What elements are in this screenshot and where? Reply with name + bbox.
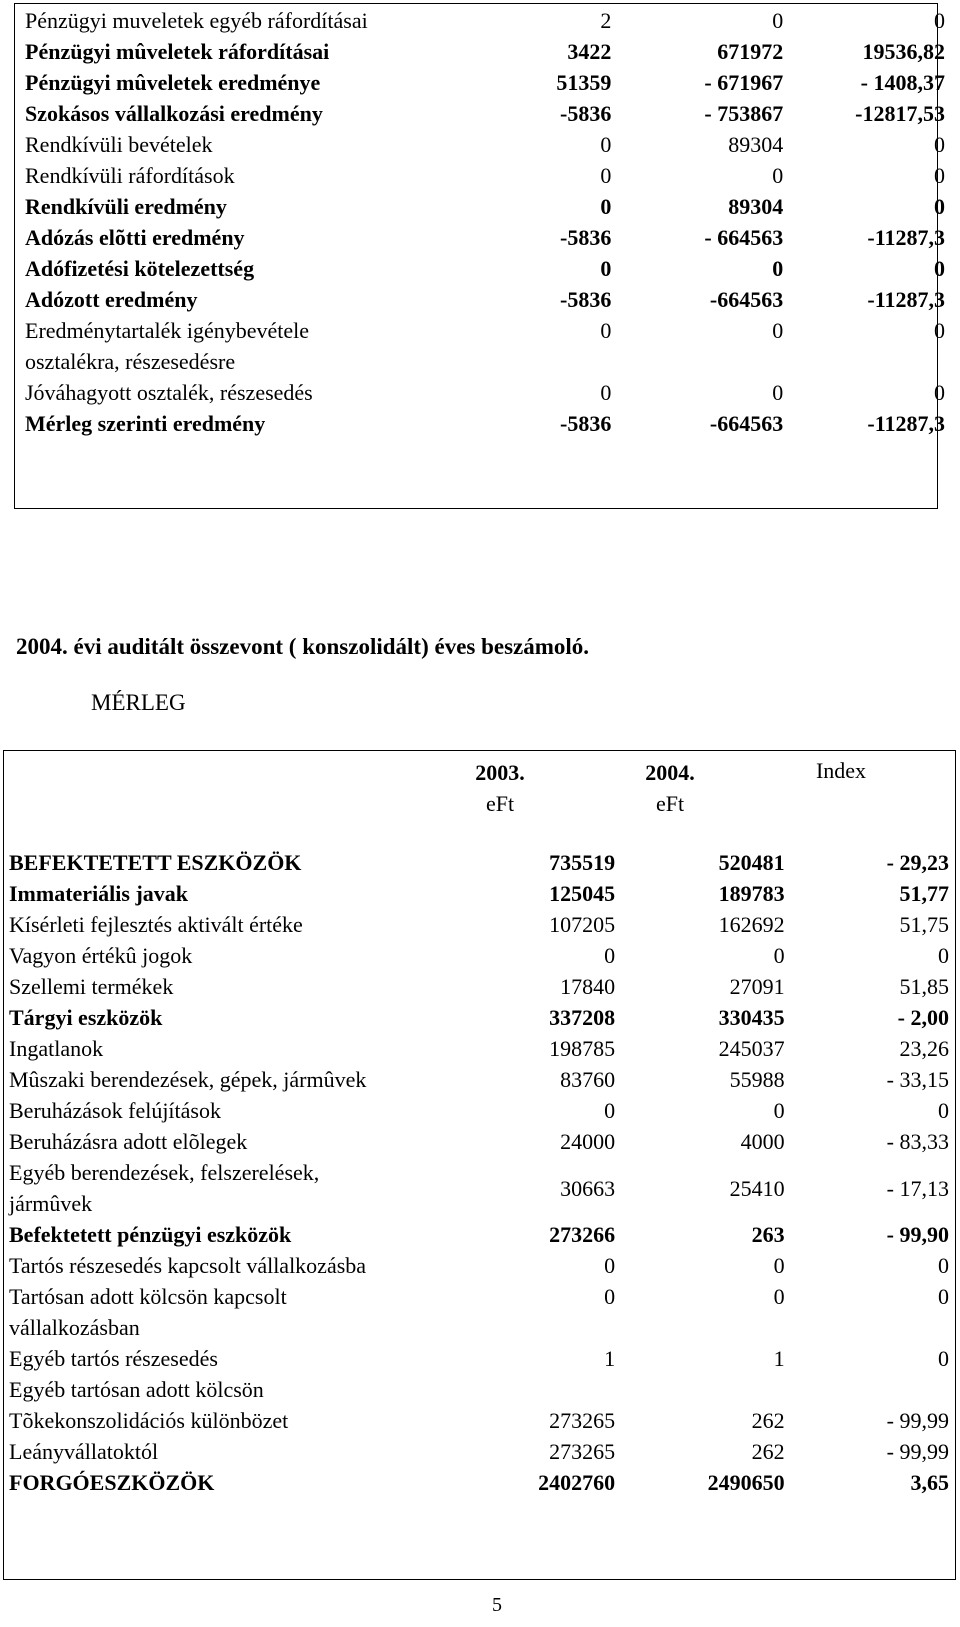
income-statement-table [25,5,945,439]
table-row [9,847,949,878]
table-row [25,129,945,160]
row-label: FORGÓESZKÖZÖK [9,1470,215,1495]
value-cell: 0 [772,256,784,281]
table-row [9,1250,949,1281]
table-row [9,1405,949,1436]
value-cell: 0 [934,256,945,281]
value-cell: - 671967 [704,70,784,95]
value-cell: 0 [600,318,612,343]
row-label: Adófizetési kötelezettség [25,256,255,281]
table-row [25,222,945,253]
column-header-index: Index [815,758,867,783]
row-label: Pénzügyi mûveletek eredménye [25,70,321,95]
value-cell: -5836 [560,225,612,250]
value-cell: - 17,13 [886,1175,949,1201]
value-cell: -11287,3 [867,225,945,250]
value-cell: 189783 [718,881,785,906]
value-cell: 2 [600,8,612,33]
value-cell: 0 [772,163,784,188]
value-cell: 0 [600,256,612,281]
table-row [9,1002,949,1033]
value-cell: 4000 [740,1129,785,1154]
value-cell: 107205 [549,912,616,937]
value-cell: - 33,15 [886,1067,949,1092]
table-row [9,1095,949,1126]
value-cell: 0 [934,8,945,33]
row-label: Eredménytartalék igénybevétele osztalékra, részesedésre [25,318,310,374]
row-label: Vagyon értékû jogok [9,943,193,968]
value-cell: 671972 [717,39,784,64]
value-cell: 125045 [549,881,616,906]
table-row [25,36,945,67]
table-row [25,377,945,408]
column-year: 2004. [645,760,695,785]
table-row [9,1157,949,1219]
value-cell: 27091 [729,974,785,999]
value-cell: 2402760 [538,1470,616,1495]
value-cell: -5836 [560,287,612,312]
table-row [9,971,949,1002]
value-cell: 3,65 [910,1470,949,1495]
value-cell: 23,26 [899,1036,949,1061]
row-label: Mûszaki berendezések, gépek, jármûvek [9,1067,367,1092]
column-unit: eFt [655,791,685,816]
value-cell: 24000 [560,1129,616,1154]
balance-sheet-title: MÉRLEG [91,690,186,715]
value-cell: 51,85 [899,974,949,999]
value-cell: 735519 [549,850,616,875]
value-cell: 0 [938,1346,949,1371]
value-cell: 25410 [729,1175,785,1201]
row-label: Rendkívüli ráfordítások [25,163,235,188]
value-cell: 0 [938,1253,949,1278]
column-unit: eFt [485,791,515,816]
row-label: Pénzügyi muveletek egyéb ráfordításai [25,8,368,33]
value-cell: - 29,23 [886,850,949,875]
value-cell: 0 [604,1284,616,1309]
value-cell: 0 [934,380,945,405]
value-cell: 89304 [728,194,784,219]
table-row [25,284,945,315]
value-cell: - 99,99 [886,1408,949,1433]
value-cell: 0 [600,380,612,405]
row-label: Adózott eredmény [25,287,198,312]
value-cell: 89304 [728,132,784,157]
value-cell: 0 [600,163,612,188]
value-cell: - 664563 [704,225,784,250]
value-cell: 1 [604,1346,616,1371]
table-row [25,160,945,191]
value-cell: 0 [773,1098,785,1123]
row-label: Egyéb tartósan adott kölcsön [9,1377,264,1402]
value-cell: -664563 [709,287,784,312]
value-cell [785,1374,949,1405]
value-cell: -5836 [560,101,612,126]
row-label: Ingatlanok [9,1036,104,1061]
value-cell: 0 [773,1253,785,1278]
table-row [25,253,945,284]
table-row [9,1064,949,1095]
value-cell: 330435 [718,1005,785,1030]
row-label: Mérleg szerinti eredmény [25,411,266,436]
row-label: Egyéb tartós részesedés [9,1346,218,1371]
row-label: Beruházásra adott elõlegek [9,1129,248,1154]
row-label: Befektetett pénzügyi eszközök [9,1222,292,1247]
value-cell: 198785 [549,1036,616,1061]
table-row [9,1467,949,1498]
value-cell: 3422 [567,39,612,64]
row-label: Tõkekonszolidációs különbözet [9,1408,289,1433]
page-number: 5 [492,1594,502,1616]
value-cell: 273265 [549,1408,616,1433]
value-cell: - 1408,37 [860,70,945,95]
value-cell: 19536,82 [862,39,945,64]
value-cell: 0 [934,163,945,188]
value-cell: 0 [604,1098,616,1123]
value-cell: 0 [938,1284,949,1309]
row-label: Leányvállatoktól [9,1439,159,1464]
row-label: Szellemi termékek [9,974,174,999]
value-cell: 1 [773,1346,785,1371]
value-cell: 83760 [560,1067,616,1092]
row-label: Pénzügyi mûveletek ráfordításai [25,39,330,64]
value-cell: 245037 [718,1036,785,1061]
column-header-2004 [640,757,700,819]
column-header-2003 [470,757,530,819]
value-cell [440,1374,615,1405]
row-label: Beruházások felújítások [9,1098,221,1123]
value-cell: 262 [751,1408,785,1433]
table-row [25,191,945,222]
table-row [9,1343,949,1374]
value-cell: 0 [604,1253,616,1278]
value-cell: -664563 [709,411,784,436]
value-cell: 0 [934,194,945,219]
table-row [9,878,949,909]
value-cell: -5836 [560,411,612,436]
value-cell: 273265 [549,1439,616,1464]
value-cell: - 83,33 [886,1129,949,1154]
value-cell: 263 [751,1222,785,1247]
value-cell: 0 [934,318,945,343]
value-cell: 273266 [549,1222,616,1247]
row-label: Tartósan adott kölcsön kapcsolt vállalkozásban [9,1284,287,1340]
row-label: Immateriális javak [9,881,189,906]
value-cell: 0 [600,132,612,157]
row-label: BEFEKTETETT ESZKÖZÖK [9,850,302,875]
value-cell: 262 [751,1439,785,1464]
table-row [25,67,945,98]
value-cell: 51359 [556,70,612,95]
value-cell: 0 [938,943,949,968]
value-cell: 520481 [718,850,785,875]
value-cell: 0 [772,318,784,343]
table-row [9,1033,949,1064]
table-row [9,1374,949,1405]
value-cell: 0 [772,8,784,33]
table-row [25,5,945,36]
value-cell: 2490650 [707,1470,785,1495]
value-cell: -11287,3 [867,287,945,312]
column-year: 2003. [475,760,525,785]
table-row [9,909,949,940]
value-cell: -11287,3 [867,411,945,436]
row-label: Jóváhagyott osztalék, részesedés [25,380,313,405]
table-row [9,1126,949,1157]
value-cell: 0 [938,1098,949,1123]
value-cell: 51,77 [899,881,949,906]
row-label: Tartós részesedés kapcsolt vállalkozásba [9,1253,367,1278]
table-row [9,1219,949,1250]
table-row [9,1436,949,1467]
value-cell: 337208 [549,1005,616,1030]
table-row [9,1281,949,1343]
value-cell: 162692 [718,912,785,937]
table-row [25,408,945,439]
value-cell: - 99,90 [886,1222,949,1247]
row-label: Egyéb berendezések, felszerelések, jármûvek [9,1160,320,1216]
value-cell: 51,75 [899,912,949,937]
value-cell: 0 [600,194,612,219]
value-cell: 17840 [560,974,616,999]
table-row [25,315,945,377]
row-label: Rendkívüli bevételek [25,132,213,157]
value-cell: - 2,00 [897,1005,949,1030]
value-cell: 55988 [729,1067,785,1092]
value-cell [615,1374,785,1405]
table-row [25,98,945,129]
value-cell: 0 [934,132,945,157]
value-cell: 30663 [560,1175,616,1201]
row-label: Kísérleti fejlesztés aktivált értéke [9,912,303,937]
table-row [9,940,949,971]
value-cell: 0 [604,943,616,968]
row-label: Adózás elõtti eredmény [25,225,245,250]
value-cell: 0 [772,380,784,405]
balance-sheet-table [9,847,949,1498]
row-label: Rendkívüli eredmény [25,194,227,219]
value-cell: 0 [773,1284,785,1309]
value-cell: 0 [773,943,785,968]
value-cell: - 753867 [704,101,784,126]
report-heading: 2004. évi auditált összevont ( konszolidált) éves beszámoló. [16,634,590,659]
row-label: Tárgyi eszközök [9,1005,163,1030]
value-cell: - 99,99 [886,1439,949,1464]
value-cell: -12817,53 [855,101,945,126]
row-label: Szokásos vállalkozási eredmény [25,101,323,126]
